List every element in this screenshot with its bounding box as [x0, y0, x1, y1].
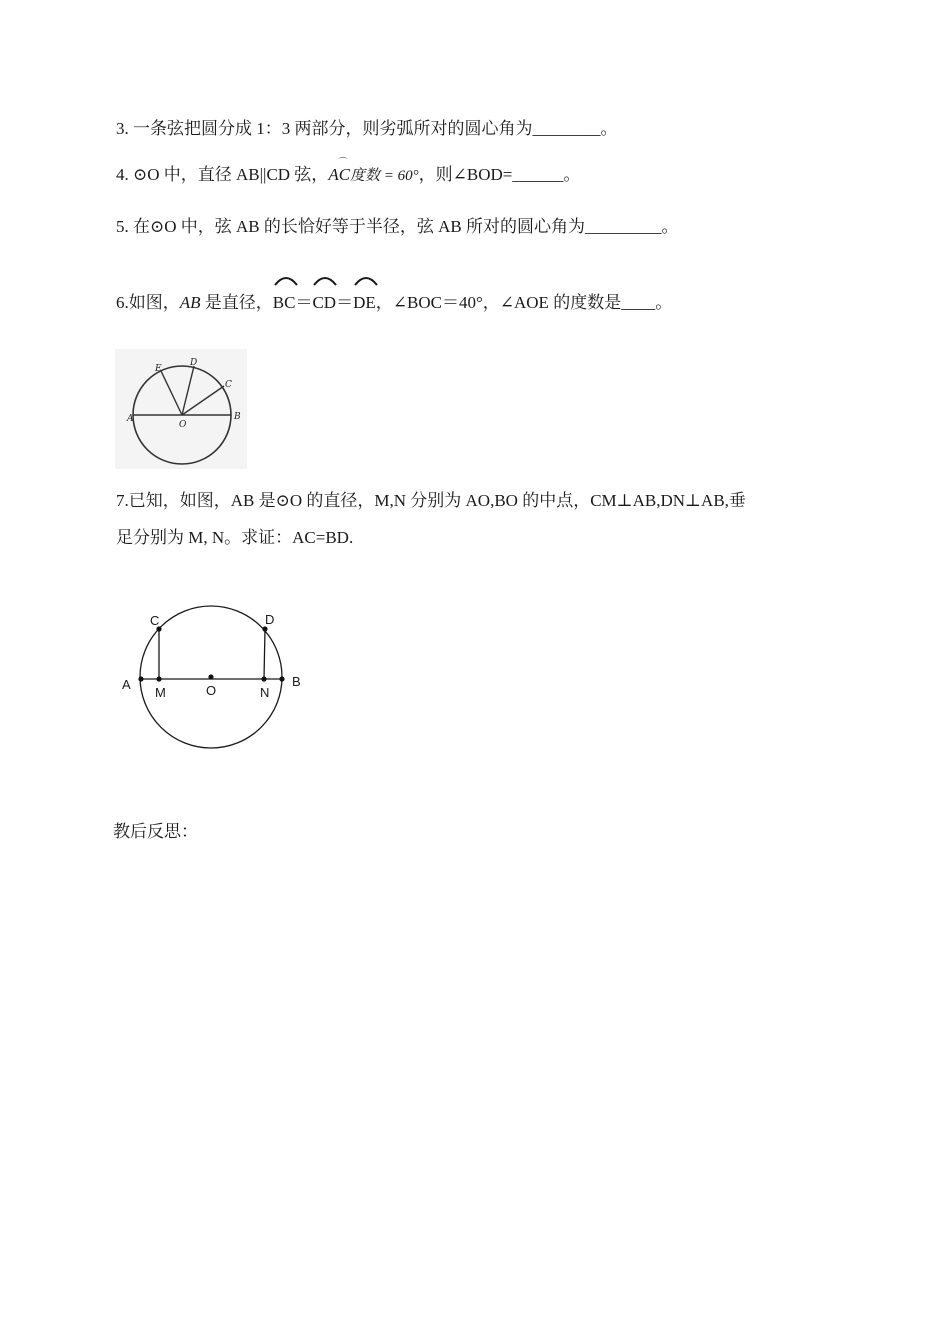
figure-6-background	[115, 349, 247, 469]
question-6-suffix: ，∠BOC＝40°，∠AOE 的度数是____。	[375, 293, 673, 312]
label-d: D	[190, 358, 198, 368]
question-7-text-1: 7.已知，如图，AB 是⊙O 的直径，M,N 分别为 AO,BO 的中点，CM⊥AB,DN⊥AB,垂	[116, 491, 746, 510]
label-n-7: N	[260, 685, 270, 700]
label-a-7: A	[122, 677, 131, 692]
point-b	[279, 676, 284, 681]
question-5	[116, 215, 679, 239]
question-7-line-1	[116, 489, 746, 513]
equals-1: ＝	[295, 293, 313, 312]
point-a	[138, 676, 143, 681]
question-6	[116, 291, 672, 315]
teaching-reflection	[113, 820, 198, 844]
label-m-7: M	[155, 685, 166, 700]
question-4-suffix: ，则∠BOD=______。	[418, 165, 581, 184]
point-m	[156, 676, 161, 681]
equals-2: ＝	[336, 293, 354, 312]
teaching-reflection-label: 教后反思：	[113, 822, 198, 841]
question-6-prefix: 6.如图，	[116, 293, 180, 312]
question-4	[116, 157, 581, 188]
label-e: E	[155, 364, 162, 374]
question-7-text-2: 足分别为 M, N。求证：AC=BD.	[116, 528, 354, 547]
arc-bc-mark	[273, 274, 299, 286]
point-d	[262, 626, 267, 631]
label-o: O	[179, 420, 187, 430]
segment-ab: AB	[179, 293, 201, 312]
arc-de	[353, 291, 376, 315]
label-a: A	[127, 414, 134, 424]
arc-bc	[273, 291, 296, 315]
arc-cd-label: CD	[312, 293, 337, 312]
question-6-diameter-text: 是直径，	[200, 293, 273, 312]
arc-de-label: DE	[353, 293, 376, 312]
label-b: B	[234, 412, 241, 422]
point-o	[208, 674, 213, 679]
label-b-7: B	[292, 674, 301, 689]
label-c-7: C	[150, 613, 160, 628]
arc-cap: ⌒	[338, 157, 348, 167]
question-3	[116, 117, 618, 141]
arc-degree: 度数 = 60°	[350, 168, 419, 184]
label-c: C	[225, 380, 232, 390]
figure-7-circle-diagram	[116, 598, 316, 753]
point-n	[261, 676, 266, 681]
label-d-7: D	[265, 612, 275, 627]
figure-6-circle-diagram	[115, 349, 247, 469]
question-5-text: 5. 在⊙O 中，弦 AB 的长恰好等于半径，弦 AB 所对的圆心角为_________。	[116, 217, 679, 236]
arc-de-mark	[353, 274, 379, 286]
label-o-7: O	[206, 683, 217, 698]
question-7-line-2	[116, 526, 353, 550]
question-4-prefix: 4. ⊙O 中，直径 AB||CD 弦，	[116, 165, 329, 184]
arc-cd	[312, 291, 336, 315]
arc-ac-symbol	[328, 157, 351, 187]
segment-dn	[264, 629, 265, 679]
arc-bc-label: BC	[272, 293, 296, 312]
question-3-text: 3. 一条弦把圆分成 1：3 两部分，则劣弧所对的圆心角为________。	[116, 119, 618, 138]
arc-ac-label: AC	[328, 165, 351, 184]
arc-cd-mark	[312, 274, 338, 286]
